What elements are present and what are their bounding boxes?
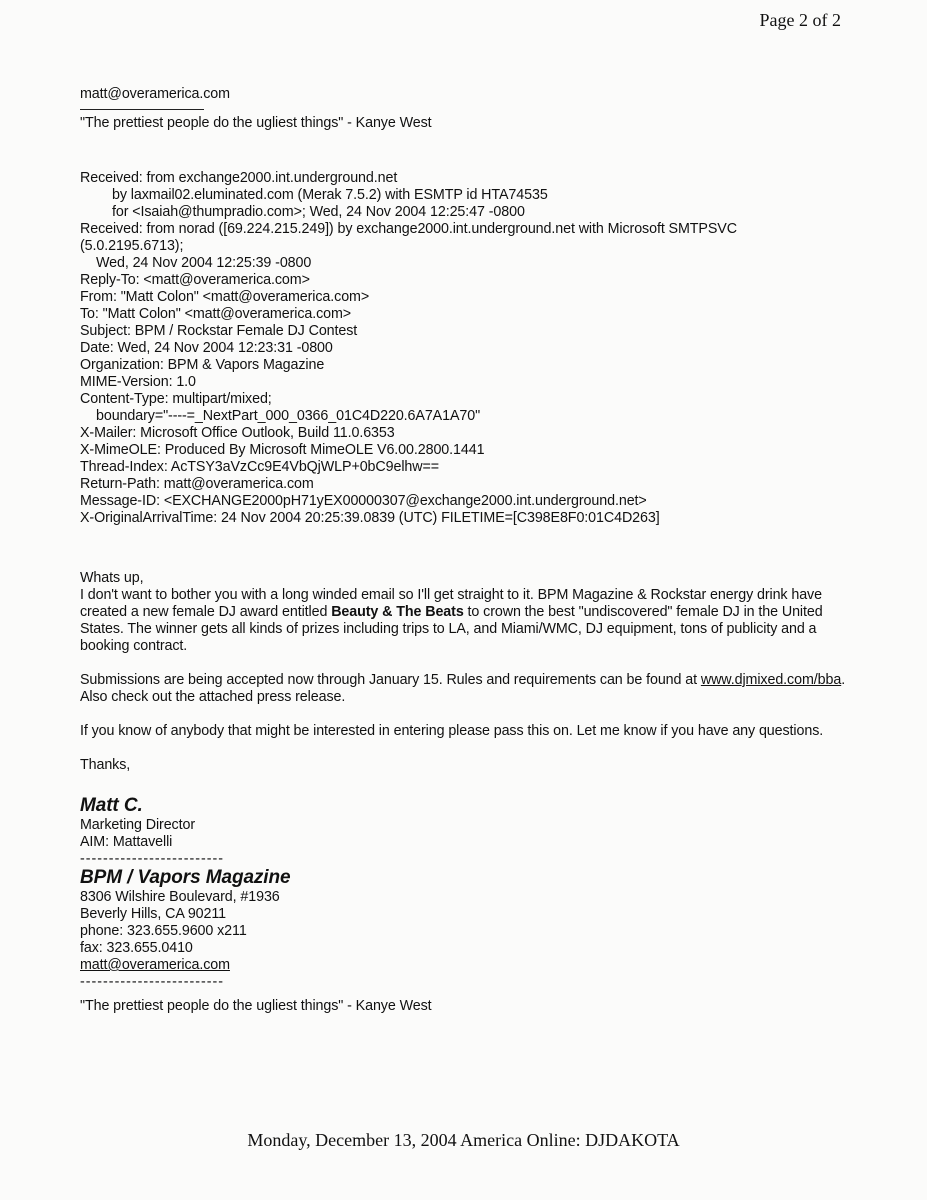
print-footer: Monday, December 13, 2004 America Online: DJDAKOTA — [247, 1130, 680, 1150]
email-content — [80, 86, 860, 1015]
signature-address-2: Beverly Hills, CA 90211 — [80, 906, 227, 922]
signature-aim: AIM: Mattavelli — [80, 834, 173, 850]
header-line: Subject: BPM / Rockstar Female DJ Contest — [80, 323, 358, 339]
header-line: Wed, 24 Nov 2004 12:25:39 -0800 — [96, 255, 312, 271]
header-line: Organization: BPM & Vapors Magazine — [80, 357, 325, 373]
header-line: X-MimeOLE: Produced By Microsoft MimeOLE V6.00.2800.1441 — [80, 442, 485, 458]
signature-company: BPM / Vapors Magazine — [80, 867, 291, 888]
header-line: To: "Matt Colon" <matt@overamerica.com> — [80, 306, 352, 322]
signature-name: Matt C. — [80, 795, 143, 816]
header-line: (5.0.2195.6713); — [80, 238, 184, 254]
signature-fax: fax: 323.655.0410 — [80, 940, 193, 956]
header-line: Received: from exchange2000.int.underground.net — [80, 170, 398, 186]
previous-email-address: matt@overamerica.com — [80, 86, 230, 102]
separator-line — [80, 109, 204, 110]
header-line: MIME-Version: 1.0 — [80, 374, 196, 390]
header-line: Return-Path: matt@overamerica.com — [80, 476, 314, 492]
signature-address-1: 8306 Wilshire Boulevard, #1936 — [80, 889, 280, 905]
header-line: Date: Wed, 24 Nov 2004 12:23:31 -0800 — [80, 340, 333, 356]
signature-email[interactable]: matt@overamerica.com — [80, 957, 230, 973]
signature-divider: ------------------------- — [80, 974, 225, 990]
signature-block — [80, 795, 860, 1015]
header-line: Message-ID: <EXCHANGE2000pH71yEX00000307@exchange2000.int.underground.net> — [80, 493, 647, 509]
email-headers — [80, 170, 860, 527]
header-line: Received: from norad ([69.224.215.249]) by exchange2000.int.underground.net with Microsoft SMTPSVC — [80, 221, 737, 237]
signature-title: Marketing Director — [80, 817, 195, 833]
email-body — [80, 570, 860, 774]
greeting: Whats up, — [80, 570, 144, 586]
body-paragraph-3: If you know of anybody that might be interested in entering please pass this on. Let me know if you have any questions. — [80, 723, 824, 739]
signature-phone: phone: 323.655.9600 x211 — [80, 923, 247, 939]
header-line: for <Isaiah@thumpradio.com>; Wed, 24 Nov 2004 12:25:47 -0800 — [112, 204, 525, 220]
contest-name: Beauty & The Beats — [331, 604, 464, 620]
signature-quote: "The prettiest people do the ugliest things" - Kanye West — [80, 998, 432, 1014]
closing: Thanks, — [80, 757, 131, 773]
signature-divider: ------------------------- — [80, 851, 225, 867]
page-number: Page 2 of 2 — [759, 10, 841, 30]
header-line: Thread-Index: AcTSY3aVzCc9E4VbQjWLP+0bC9elhw== — [80, 459, 439, 475]
body-paragraph-1: I don't want to bother you with a long winded email so I'll get straight to it. BPM Magazine & Rockstar energy drink have created a new female DJ award entitled Beauty & The Beats to crown the best "undiscovered" female DJ in the United States. The winner gets all kinds of prizes including trips to LA, and Miami/WMC, DJ equipment, tons of publicity and a booking contract. — [80, 587, 823, 654]
body-paragraph-2: Submissions are being accepted now through January 15. Rules and requirements can be found at www.djmixed.com/bba. Also check out the attached press release. — [80, 672, 846, 705]
header-line: Reply-To: <matt@overamerica.com> — [80, 272, 310, 288]
header-line: X-Mailer: Microsoft Office Outlook, Build 11.0.6353 — [80, 425, 395, 441]
previous-quote: "The prettiest people do the ugliest things" - Kanye West — [80, 115, 432, 131]
contest-link[interactable]: www.djmixed.com/bba — [700, 672, 842, 688]
header-line: by laxmail02.eluminated.com (Merak 7.5.2) with ESMTP id HTA74535 — [112, 187, 548, 203]
header-line: From: "Matt Colon" <matt@overamerica.com> — [80, 289, 370, 305]
header-line: X-OriginalArrivalTime: 24 Nov 2004 20:25:39.0839 (UTC) FILETIME=[C398E8F0:01C4D263] — [80, 510, 660, 526]
header-line: boundary="----=_NextPart_000_0366_01C4D220.6A7A1A70" — [96, 408, 481, 424]
header-line: Content-Type: multipart/mixed; — [80, 391, 272, 407]
